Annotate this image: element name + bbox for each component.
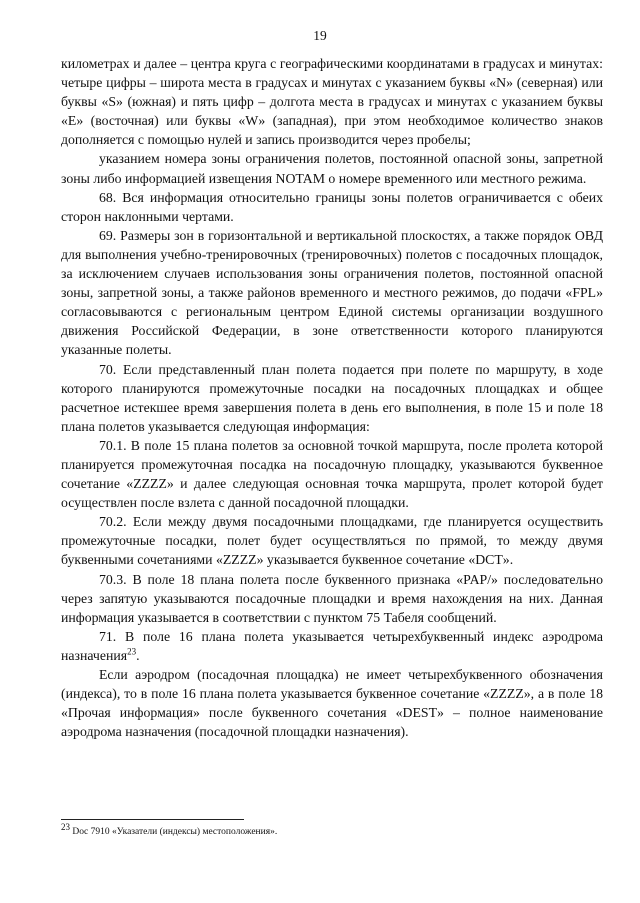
footnote-reference: 23 [127, 646, 137, 657]
footnote-divider [61, 819, 244, 820]
footnote-marker: 23 [61, 821, 70, 832]
paragraph-70: 70. Если представленный план полета подается при полете по маршруту, в ходе которого планируются промежуточные посадки на посадочных площадках и общее расчетное истекшее время завершения полета в день его выполнения, в поле 15 и поле 18 плана полетов указывается следующая информация: [61, 361, 603, 434]
paragraph-68: 68. Вся информация относительно границы зоны полетов ограничивается с обеих сторон наклонными чертами. [61, 189, 603, 224]
paragraph-71 [61, 627, 603, 665]
paragraph-69: 69. Размеры зон в горизонтальной и вертикальной плоскостях, а также порядок ОВД для выполнения учебно-тренировочных (тренировочных) полетов с посадочных площадок, за исключением случаев использования зоны ограничения полетов, постоянной опасной зоны, запретной зоны, а также районов временного и местного режимов, до подачи «FPL» согласовываются с региональным центром Единой системы организации воздушного движения Российской Федерации, в зоне ответственности которого планируются указанные полеты. [61, 227, 603, 358]
paragraph-dest: Если аэродром (посадочная площадка) не имеет четырехбуквенного обозначения (индекса), то в поле 16 плана полета указывается буквенное сочетание «ZZZZ», а в поле 18 «Прочая информация» после буквенного сочетания «DEST» – полное наименование аэродрома назначения (посадочной площадки назначения). [61, 667, 603, 740]
paragraph-70-3: 70.3. В поле 18 плана полета после буквенного признака «PAP/» последовательно через запятую указываются посадочные площадки и время нахождения на них. Данная информация указывается в соответствии с пунктом 75 Табеля сообщений. [61, 571, 603, 625]
footnote [61, 821, 603, 838]
paragraph-71-text: 71. В поле 16 плана полета указывается четырехбуквенный индекс аэродрома назначения [61, 628, 603, 663]
footnote-text: Doc 7910 «Указатели (индексы) местоположения». [70, 827, 278, 837]
paragraph-70-1: 70.1. В поле 15 плана полетов за основной точкой маршрута, после пролета которой планируется промежуточная посадка на посадочную площадку, указываются буквенное сочетание «ZZZZ» и далее следующая основная точка маршрута, пролет которой будет осуществлен после взлета с данной посадочной площадки. [61, 437, 603, 511]
page-number: 19 [313, 28, 327, 43]
paragraph-71-end: . [136, 647, 140, 663]
paragraph-70-2: 70.2. Если между двумя посадочными площадками, где планируется осуществить промежуточные посадки, полет будет осуществляться по прямой, то между двумя буквенными сочетаниями «ZZZZ» указывается буквенное сочетание «DCT». [61, 514, 603, 568]
body-text [61, 54, 603, 741]
paragraph-continuation: километрах и далее – центра круга с географическими координатами в градусах и минутах: четыре цифры – широта места в градусах и минутах с указанием буквы «N» (северная) или буквы «S» (южная) и пять цифр – долгота места в градусах и минутах с указанием буквы «E» (восточная) или буквы «W» (западная), при этом необходимое количество знаков дополняется с помощью нулей и запись производится через пробелы; [61, 56, 603, 148]
paragraph: указанием номера зоны ограничения полетов, постоянной опасной зоны, запретной зоны либо информацией извещения NOTAM о номере временного или местного режима. [61, 151, 603, 186]
